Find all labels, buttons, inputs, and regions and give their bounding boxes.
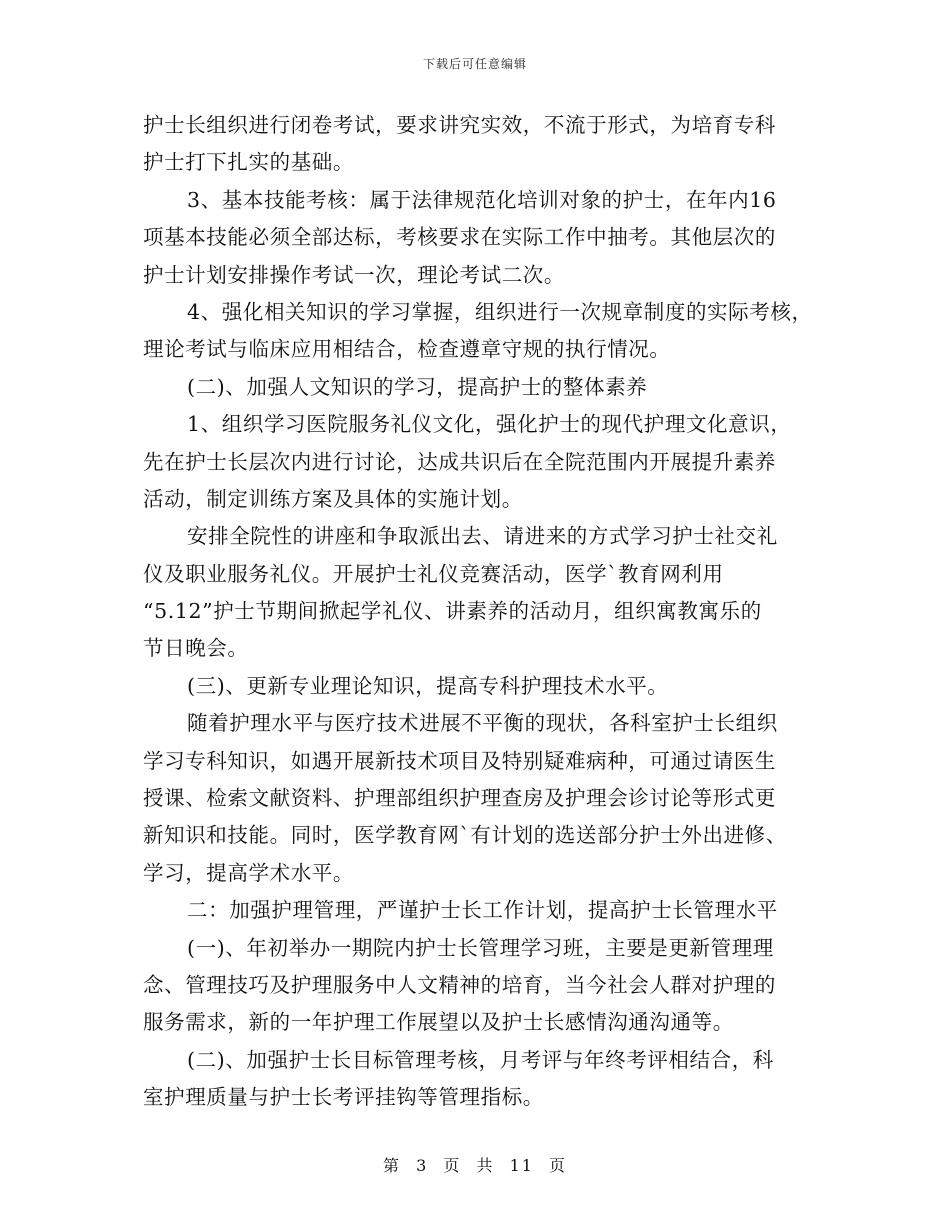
header-note: 下载后可任意编辑: [422, 57, 527, 71]
body-line: 护士打下扎实的基础。: [143, 150, 354, 175]
body-line: 念、管理技巧及护理服务中人文精神的培育，当今社会人群对护理的: [143, 972, 776, 997]
body-line: 新知识和技能。同时，医学教育网`有计划的选送部分护士外出进修、: [143, 823, 787, 848]
body-line: (一)、年初举办一期院内护士长管理学习班，主要是更新管理理: [187, 935, 774, 960]
body-line: 随着护理水平与医疗技术进展不平衡的现状，各科室护士长组织: [187, 711, 778, 736]
body-line: 安排全院性的讲座和争取派出去、请进来的方式学习护士社交礼: [187, 524, 778, 549]
total-prefix: 共: [476, 1156, 495, 1175]
page-label-mid: 页: [443, 1156, 462, 1175]
body-line: 节日晚会。: [143, 636, 249, 661]
total-suffix: 页: [549, 1156, 568, 1175]
page-footer: [0, 1153, 950, 1176]
body-line: 理论考试与临床应用相结合，检查遵章守规的执行情况。: [143, 337, 671, 362]
section-heading: 二：加强护理管理，严谨护士长工作计划，提高护士长管理水平: [187, 898, 778, 923]
document-body: [143, 107, 823, 1117]
body-line: 3、基本技能考核：属于法律规范化培训对象的护士，在年内16: [187, 187, 777, 212]
body-line: 学习，提高学术水平。: [143, 860, 354, 885]
body-line: 服务需求，新的一年护理工作展望以及护士长感情沟通沟通等。: [143, 1010, 734, 1035]
total-pages: 11: [509, 1156, 534, 1175]
body-line: 仪及职业服务礼仪。开展护士礼仪竞赛活动，医学`教育网利用: [143, 561, 724, 586]
page-number: 3: [416, 1156, 429, 1175]
body-line: 护士计划安排操作考试一次，理论考试二次。: [143, 262, 565, 287]
page-label-prefix: 第: [382, 1156, 401, 1175]
body-line: 先在护士长层次内进行讨论，达成共识后在全院范围内开展提升素养: [143, 449, 776, 474]
section-heading: (三)、更新专业理论知识，提高专科护理技术水平。: [187, 673, 669, 698]
body-line: 项基本技能必须全部达标，考核要求在实际工作中抽考。其他层次的: [143, 225, 776, 250]
body-line: 室护理质量与护士长考评挂钩等管理指标。: [143, 1085, 544, 1110]
body-line: 学习专科知识，如遇开展新技术项目及特别疑难病种，可通过请医生: [143, 748, 776, 773]
body-line: 授课、检索文献资料、护理部组织护理查房及护理会诊讨论等形式更: [143, 786, 776, 811]
body-line: 1、组织学习医院服务礼仪文化，强化护士的现代护理文化意识，: [187, 412, 792, 437]
body-line: (二)、加强护士长目标管理考核，月考评与年终考评相结合，科: [187, 1047, 774, 1072]
section-heading: (二)、加强人文知识的学习，提高护士的整体素养: [187, 374, 648, 399]
body-line: 活动，制定训练方案及具体的实施计划。: [143, 486, 523, 511]
body-line: 4、强化相关知识的学习掌握，组织进行一次规章制度的实际考核，: [187, 299, 813, 324]
body-line: 护士长组织进行闭卷考试，要求讲究实效，不流于形式，为培育专科: [143, 113, 776, 137]
body-line: “5.12”护士节期间掀起学礼仪、讲素养的活动月，组织寓教寓乐的: [143, 599, 762, 624]
